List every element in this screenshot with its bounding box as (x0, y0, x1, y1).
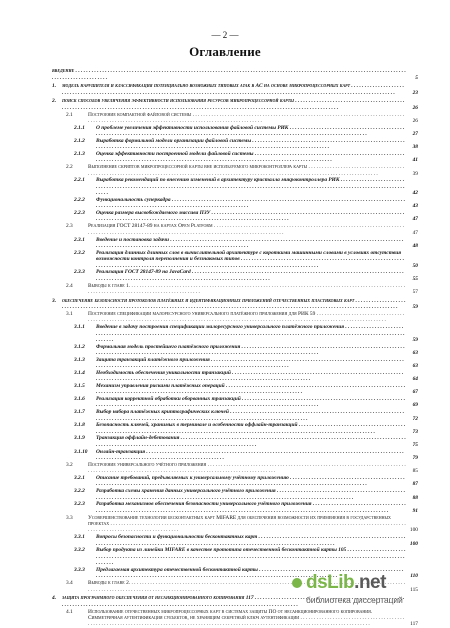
toc-entry-title: Реализация ГОСТ 28147-89 на JavaCard . . . (52, 269, 418, 282)
toc-entry-number: 3.1.4 (74, 369, 85, 376)
toc-entry-number: 3.1.2 (74, 343, 85, 350)
toc-entry[interactable] (52, 112, 418, 125)
toc-entry-page: 63 (412, 350, 418, 357)
toc-entry-number: 3.2.1 (74, 475, 85, 482)
toc-entry-title: Реализация корректной обработки оборванных транзакций . . . (52, 396, 418, 409)
toc-entry-page: 41 (412, 157, 418, 164)
toc-entry-number: 2.2 (66, 164, 73, 171)
toc-entry-page: 42 (412, 190, 418, 197)
toc-entry[interactable] (52, 547, 418, 566)
toc-entry[interactable] (52, 223, 418, 236)
toc-entry-page: 27 (412, 131, 418, 138)
toc-entry-title: Формальная модель простейшего платёжного приложения . . . (52, 344, 418, 357)
toc-entry-number: 2.3.2 (74, 249, 85, 256)
toc-entry-title: О проблеме увеличения эффективности использования файловой системы РИК . . . (52, 125, 418, 138)
page-number: — 2 — (211, 30, 239, 40)
toc-entry[interactable] (52, 488, 418, 501)
toc-entry-number: 3.1.10 (74, 448, 88, 455)
toc-entry-title: Введение в задачу построения спецификации малоресурсного универсального платёжного приложения . . . (52, 324, 418, 343)
toc-entry-number: 2.1.3 (74, 150, 85, 157)
toc-entry[interactable] (52, 370, 418, 383)
toc-entry-number: 2.1.1 (74, 124, 85, 131)
toc-entry-title: Построение спецификации малоресурсного универсального платёжного приложения для РИК 59 . . . (52, 311, 418, 324)
toc-entry[interactable] (52, 383, 418, 396)
toc-entry[interactable] (52, 283, 418, 296)
toc-entry[interactable] (52, 534, 418, 547)
toc-entry[interactable] (52, 250, 418, 269)
toc-entry-title: Вопросы безопасности и функциональности бесконтактных карт . . . (52, 534, 418, 547)
toc-entry-page: 115 (410, 586, 418, 593)
toc-entry[interactable] (52, 164, 418, 177)
toc-entry-title: Выводы к главе 1. . . . (52, 283, 418, 296)
toc-entry-number: 3.4 (66, 580, 73, 587)
toc-entry-number: 2. (52, 98, 57, 105)
toc-entry-page: 88 (412, 494, 418, 501)
toc-entry-page: 79 (412, 454, 418, 461)
toc-entry-number: 2.4 (66, 282, 73, 289)
toc-entry-number: 2.2.1 (74, 177, 85, 184)
toc-entry-title: Транзакция оффлайн-дебетования . . . (52, 435, 418, 448)
toc-entry-page: 39 (412, 170, 418, 177)
toc-entry-title: Выбор продукта из линейки MIFARE в качестве прототипа отечественной бесконтактной карты 105 . . . (52, 547, 418, 566)
toc-entry[interactable] (52, 475, 418, 488)
toc-entry-page: 73 (412, 428, 418, 435)
toc-entry-page: 64 (412, 376, 418, 383)
toc-entry[interactable] (52, 357, 418, 370)
toc-entry-title: Разработка схемы хранения данных универсального учётного приложения . . . (52, 488, 418, 501)
toc-entry-title: поиск способов увеличения эффективности использования ресурсов микропроцессорной карты . . . (52, 98, 418, 111)
toc-entry-number: 2.1 (66, 111, 73, 118)
toc-entry-number: 3. (52, 297, 57, 304)
toc-entry-page: 100 (409, 540, 418, 547)
toc-entry-title: Механизм управления рисками платёжных операций . . . (52, 383, 418, 396)
toc-entry-number: 3.2.3 (74, 501, 85, 508)
toc-entry-number: 3.1.8 (74, 422, 85, 429)
toc-entry-page: 59 (412, 336, 418, 343)
watermark-brand: dsLib.net (306, 572, 386, 593)
toc-entry-title: Разработка механизмов обеспечения безопасности универсального учётного приложения . . . (52, 501, 418, 514)
toc-entry-page: 87 (412, 481, 418, 488)
toc-entry-title: Функциональность суперкадра . . . (52, 197, 418, 210)
toc-entry-page: 47 (412, 229, 418, 236)
toc-entry-number: 3.3.1 (74, 534, 85, 541)
toc-entry[interactable] (52, 422, 418, 435)
toc-entry-title: Выработка рекомендаций по внесению изменений в архитектуру кристалла микроконтроллера РИК . . . (52, 177, 418, 196)
toc-entry-page: 117 (410, 621, 418, 628)
toc-entry-page: 23 (412, 89, 418, 96)
toc-entry-title: Выработка формальной модели организации файловой системы . . . (52, 138, 418, 151)
toc-entry[interactable] (52, 98, 418, 111)
toc-entry-number: 3.1.9 (74, 435, 85, 442)
toc-entry[interactable] (52, 449, 418, 462)
toc-entry-title: Введение и постановка задачи . . . (52, 237, 418, 250)
toc-entry[interactable] (52, 435, 418, 448)
toc-entry[interactable] (52, 515, 418, 534)
table-of-contents (52, 66, 418, 628)
watermark-logo[interactable] (292, 572, 432, 608)
toc-entry-number: 3.2 (66, 461, 73, 468)
toc-entry[interactable] (52, 197, 418, 210)
toc-entry-title: Усовершенствование технологии бесконтактных карт MIFARE для обеспечения возможности их применения в государственных проектах . . . (52, 515, 418, 534)
toc-entry-number: 4. (52, 595, 57, 602)
toc-entry-number: 3.1.6 (74, 396, 85, 403)
toc-entry-title: Построение компактной файловой системы . . . (52, 112, 418, 125)
toc-entry-title: Необходимость обеспечения уникальности транзакций . . . (52, 370, 418, 383)
logo-mark-icon (292, 578, 302, 588)
toc-entry-page: 50 (412, 262, 418, 269)
toc-entry-title: защита программного обеспечения от несанкционированного копирования 117 . . . (52, 595, 418, 608)
watermark-subtitle: библиотека диссертаций (306, 595, 403, 605)
toc-entry-page: 38 (412, 144, 418, 151)
toc-entry[interactable] (52, 324, 418, 343)
toc-entry[interactable] (52, 409, 418, 422)
toc-entry-page: 5 (415, 74, 418, 81)
toc-entry-number: 1. (52, 83, 57, 90)
toc-entry-page: 85 (412, 468, 418, 475)
toc-entry-page: 47 (412, 216, 418, 223)
toc-entry-page: 69 (412, 402, 418, 409)
toc-entry[interactable] (52, 269, 418, 282)
toc-entry-page: 55 (412, 275, 418, 282)
toc-entry-page: 26 (412, 118, 418, 124)
toc-entry-number: 3.1 (66, 311, 73, 318)
toc-entry[interactable] (52, 396, 418, 409)
toc-entry-page: 91 (412, 507, 418, 514)
toc-entry[interactable] (52, 138, 418, 151)
toc-entry-title: введение . . . (52, 68, 418, 81)
toc-entry-title: Построение универсального учётного приложения . . . (52, 462, 418, 475)
toc-entry-number: 2.2.3 (74, 210, 85, 217)
toc-entry-page: 72 (412, 415, 418, 422)
toc-entry[interactable] (52, 237, 418, 250)
toc-entry-title: Выводы к главе 2. . . . (52, 580, 418, 593)
toc-entry-page: 57 (412, 289, 418, 296)
toc-entry-number: 3.2.2 (74, 488, 85, 495)
toc-entry-title: Выбор набора платёжных криптографических ключей . . . (52, 409, 418, 422)
toc-entry-title: Оценка эффективности построенной модели файловой системы . . . (52, 151, 418, 164)
toc-entry[interactable] (52, 151, 418, 164)
toc-entry-title: Предлагаемая архитектура отечественной бесконтактной карты . . . (52, 567, 418, 580)
toc-entry[interactable] (52, 210, 418, 223)
toc-entry-page: 110 (410, 573, 418, 580)
toc-entry-number: 2.3.1 (74, 236, 85, 243)
page-title: Оглавление (189, 44, 261, 59)
toc-entry-title: Реализация длинных длинных слов в вычислительной архитектуре с короткими машинными словами в условиях отсутствия возможности контроля переполнения и беззнаковых типов . . . (52, 250, 418, 269)
toc-entry-number: 3.3.2 (74, 547, 85, 554)
toc-entry-title: Безопасность ключей, хранимых в терминале и особенности оффлайн-транзакций . . . (52, 422, 418, 435)
toc-entry-title: модель нарушителя и классификация потенциально возможных типовых атак в АС на основе микропроцессорных карт . . . (52, 83, 418, 96)
toc-entry-number: 3.3.3 (74, 566, 85, 573)
toc-entry-title: Описание требований, предъявляемых к универсальному учётному приложению . . . (52, 475, 418, 488)
toc-entry[interactable] (52, 609, 418, 628)
toc-entry-number: 2.3 (66, 223, 73, 230)
toc-entry-number: 4.1 (66, 608, 73, 615)
toc-entry-title: обеспечение безопасности протоколов платёжных и идентификационных приложений отечественных пластиковых карт . . . (52, 298, 418, 311)
toc-entry-number: 2.1.2 (74, 137, 85, 144)
toc-entry-page: 26 (412, 104, 418, 111)
toc-entry-page: 63 (412, 363, 418, 370)
toc-entry-page: 48 (412, 242, 418, 249)
toc-entry-page: 75 (412, 441, 418, 448)
toc-entry-number: 3.3 (66, 514, 73, 521)
toc-entry[interactable] (52, 125, 418, 138)
toc-entry-title: Онлайн-транзакция . . . (52, 449, 418, 462)
toc-entry-title: Оценка размера высвобождаемого массива ПЗУ . . . (52, 210, 418, 223)
toc-entry-title: Реализация ГОСТ 28147-89 на картах Open Platform . . . (52, 223, 418, 236)
toc-entry[interactable] (52, 311, 418, 324)
toc-entry-number: 3.1.3 (74, 356, 85, 363)
toc-entry-page: 59 (412, 304, 418, 311)
toc-entry-number: 2.3.3 (74, 269, 85, 276)
toc-entry[interactable] (52, 462, 418, 475)
toc-entry-page: 67 (412, 389, 418, 396)
toc-entry-number: 3.1.1 (74, 324, 85, 331)
toc-entry-number: 3.1.5 (74, 382, 85, 389)
toc-entry[interactable] (52, 177, 418, 196)
toc-entry-title: Защита транзакций платёжного приложения . . . (52, 357, 418, 370)
toc-entry-page: 100 (409, 527, 418, 534)
toc-entry[interactable] (52, 344, 418, 357)
toc-entry[interactable] (52, 83, 418, 96)
toc-entry-number: 2.2.2 (74, 196, 85, 203)
toc-entry[interactable] (52, 298, 418, 311)
toc-entry-number: 3.1.7 (74, 409, 85, 416)
toc-entry-title: Использование отечественных микропроцессорных карт в системах защиты ПО от несанкционированного копирования. Симметричная аутентификация субъектов, не хранящим секретный ключ аутентификации . . . (52, 609, 418, 628)
toc-entry-title: Выполнение скриптов микропроцессорной карты вне используемого микроконтроллера карты . . . (52, 164, 418, 177)
toc-entry[interactable] (52, 501, 418, 514)
toc-entry-page: 43 (412, 203, 418, 210)
toc-entry[interactable] (52, 68, 418, 81)
